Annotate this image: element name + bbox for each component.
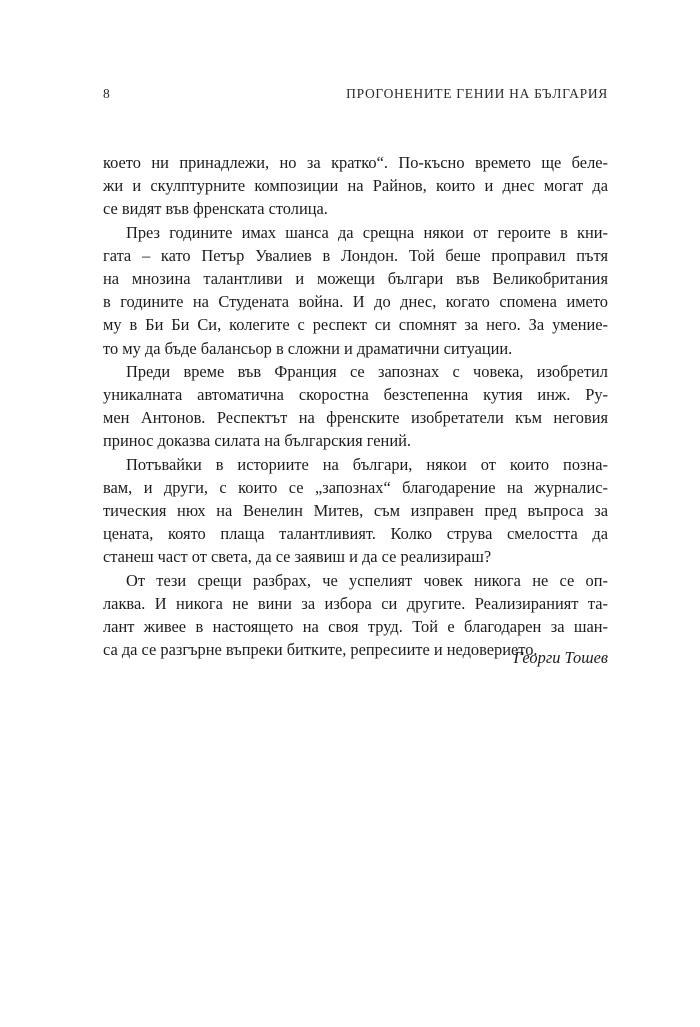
text-line: уникалната автоматична скоростна безстепенна кутия инж. Ру- — [103, 385, 608, 405]
text-line: През годините имах шанса да срещна някои от героите в кни- — [126, 222, 608, 242]
paragraph — [103, 221, 608, 360]
author-signature: Георги Тошев — [513, 648, 608, 667]
text-line: лаква. И никога не вини за избора си другите. Реализираният та- — [103, 593, 608, 613]
text-line: му в Би Би Си, колегите с респект си спомнят за него. За умение- — [103, 315, 608, 335]
paragraph — [103, 151, 608, 221]
text-line: Потъвайки в историите на българи, някои от които позна- — [126, 454, 608, 474]
text-line: са да се разгърне въпреки битките, репресиите и недоверието. — [103, 640, 538, 660]
text-line: жи и скулптурните композиции на Райнов, които и днес могат да — [103, 176, 608, 196]
paragraph — [103, 360, 608, 453]
paragraph — [103, 453, 608, 569]
text-line: в годините на Студената война. И до днес, когато спомена името — [103, 292, 608, 312]
text-line: От тези срещи разбрах, че успелият човек никога не се оп- — [126, 570, 608, 590]
text-line: гата – като Петър Увалиев в Лондон. Той беше проправил пътя — [103, 245, 608, 265]
text-line: тическия нюх на Венелин Митев, съм изправен пред въпроса за — [103, 501, 608, 521]
text-line: което ни принадлежи, но за кратко“. По-късно времето ще беле- — [103, 153, 608, 172]
text-line: то му да бъде балансьор в сложни и драматични ситуации. — [103, 338, 513, 358]
page-number: 8 — [103, 86, 111, 101]
text-line: се видят във френската столица. — [103, 199, 328, 219]
body-text — [103, 151, 608, 661]
text-line: вам, и други, с които се „запознах“ благодарение на журналис- — [103, 477, 608, 497]
text-line: мен Антонов. Респектът на френските изобретатели към неговия — [103, 408, 608, 428]
text-line: станеш част от света, да се заявиш и да се реализираш? — [103, 547, 492, 567]
text-line: лант живее в настоящето на своя труд. Той е благодарен за шан- — [103, 617, 608, 637]
text-line: принос доказва силата на българския гений. — [103, 431, 411, 451]
text-line: на мнозина талантливи и можещи българи във Великобритания — [103, 269, 608, 289]
running-header — [103, 86, 608, 106]
text-line: Преди време във Франция се запознах с човека, изобретил — [126, 361, 608, 381]
running-title: ПРОГОНЕНИТЕ ГЕНИИ НА БЪЛГАРИЯ — [346, 86, 608, 101]
text-line: цената, която плаща талантливият. Колко струва смелостта да — [103, 524, 608, 544]
